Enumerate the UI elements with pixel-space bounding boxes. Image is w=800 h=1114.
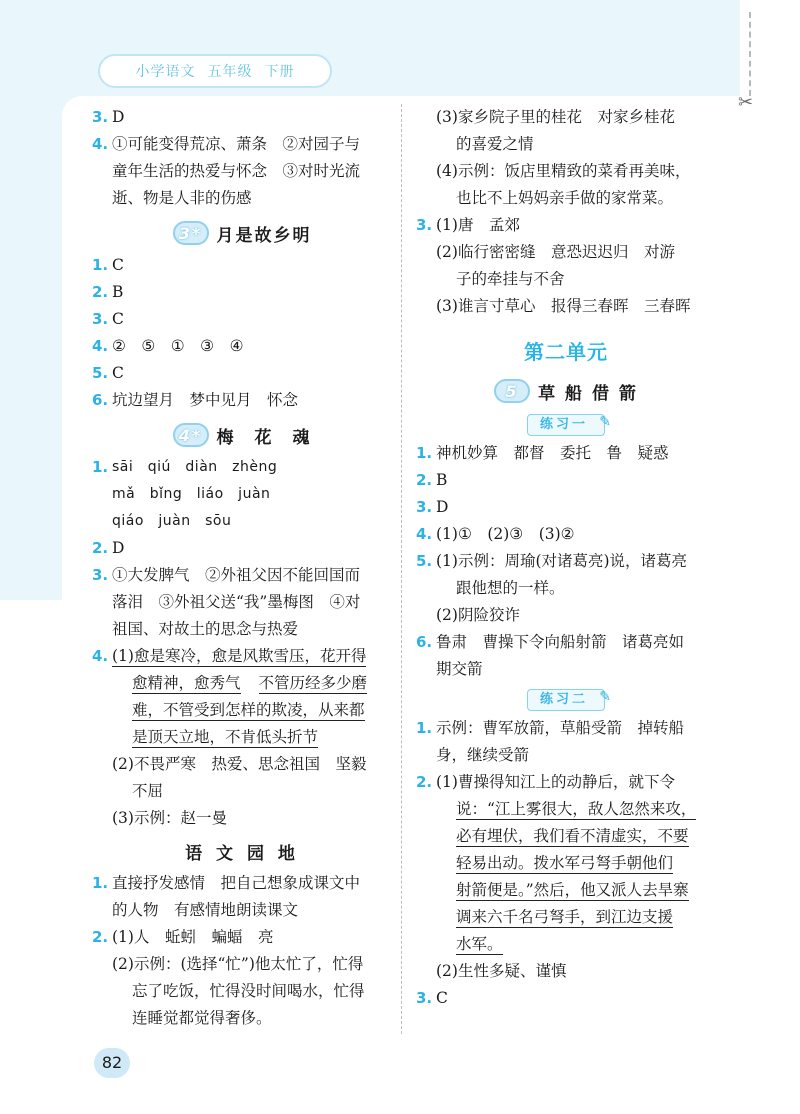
pencil-icon: ✎ [599, 689, 614, 705]
header-subject: 小学语文 [135, 64, 196, 80]
pencil-icon: ✎ [599, 414, 614, 430]
answer-item: 4. ①可能变得荒凉、萧条 ②对园子与 童年生活的热爱与怀念 ③对时光流 逝、物是人非的伤感 [92, 135, 361, 207]
lesson-3-title: 3* 月是故乡明 [92, 216, 392, 250]
underlined-answer: 4. (1)愈是寒冷，愈是风欺雪压，花开得 愈精神，愈秀气 不管历经多少磨 难，不管受到怎样的欺凌，从来都 是顶天立地，不肯低头折节 [92, 647, 368, 746]
underlined-answer: 2. (1)曹操得知江上的动静后，就下令 说：“江上雾很大，敌人忽然来攻， 必有埋伏，我们看不清虚实，不要 轻易出动。拨水军弓弩手朝他们 射箭便是。”然后，他又派人去旱寨 调来六千名弓弩手，到江边支援 水军。 [416, 773, 697, 953]
book-header [98, 54, 332, 88]
lesson-4-title: 4* 梅 花 魂 [92, 418, 392, 452]
right-column: (3)家乡院子里的桂花 对家乡桂花 的喜爱之情 (4)示例：饭店里精致的菜肴再美味， 也比不上妈妈亲手做的家常菜。 3. (1)唐 孟郊 (2)临行密密缝 意恐迟迟归 对游 子的牵挂与不舍 (3)谁言寸草心 报得三春晖 三春晖 第二单元 5 草 船 借 箭 练习一 ✎ 1. 神机妙算 都督 委托 鲁 疑惑 2. B 3. D 4. (1)① (2)③ (3)② 5. (1)示例：周瑜(对诸葛亮)说，诸葛亮 跟他想的一样。 (2)阴险狡诈 6. 鲁肃 曹操下令向船射箭 诸葛亮如 期交箭 练习二 ✎ 1. 示例：曹军放箭，草船受箭 掉转船 身，继续受箭 2. (1)曹操得知江上的动静后，就下令 说：“江上雾很大，敌人忽然来攻， 必有埋伏，我们看不清虚实，不要 轻易出动。拨水军弓弩手朝他们 射箭便是。”然后，他又派人去旱寨 调来六千名弓弩手，到江边支援 水军。 (2)生性多疑、谨慎 3. C [416, 104, 716, 1012]
scissors-icon: ✂ [738, 92, 754, 113]
header-volume: 下册 [264, 64, 295, 80]
header-grade: 五年级 [207, 64, 253, 80]
left-column: 3. D 4. ①可能变得荒凉、萧条 ②对园子与 童年生活的热爱与怀念 ③对时光流 逝、物是人非的伤感 3* 月是故乡明 1. C 2. B 3. C 4. ② ⑤ ① ③ ④ 5. C 6. 坑边望月 梦中见月 怀念 4* 梅 花 魂 1. sāi qiú diàn zhèng mǎ bǐng liáo juàn qiáo juàn sōu 2. D 3. ①大发脾气 ②外祖父因不能回国而 落泪 ③外祖父送“我”墨梅图 ④对 祖国、对故土的思念与热爱 4. (1)愈是寒冷，愈是风欺雪压，花开得 愈精神，愈秀气 不管历经多少磨 难，不管受到怎样的欺凌，从来都 是顶天立地，不肯低头折节 (2)不畏严寒 热爱、思念祖国 坚毅 不屈 (3)示例：赵一曼 语 文 园 地 1. 直接抒发感情 把自己想象成课文中 的人物 有感情地朗读课文 2. (1)人 蚯蚓 蝙蝠 亮 (2)示例：(选择“忙”)他太忙了，忙得 忘了吃饭，忙得没时间喝水，忙得 连睡觉都觉得奢侈。 [92, 104, 392, 1032]
cut-line [749, 12, 751, 96]
pinyin-answer: 1. sāi qiú diàn zhèng mǎ bǐng liáo juàn qiáo juàn sōu [92, 458, 278, 529]
practice-2-label: 练习二 ✎ [416, 689, 716, 711]
section-title-garden: 语 文 园 地 [185, 844, 299, 864]
unit-title: 第二单元 [524, 340, 608, 364]
lesson-5-title: 5 草 船 借 箭 [416, 374, 716, 408]
lesson-number-badge: 4* [173, 423, 209, 447]
column-divider [401, 104, 402, 1034]
lesson-number-badge: 3* [173, 221, 209, 245]
answer-item: 3. D [92, 108, 125, 126]
page-number: 82 [94, 1048, 130, 1078]
practice-1-label: 练习一 ✎ [416, 414, 716, 436]
lesson-number-badge: 5 [494, 379, 530, 403]
